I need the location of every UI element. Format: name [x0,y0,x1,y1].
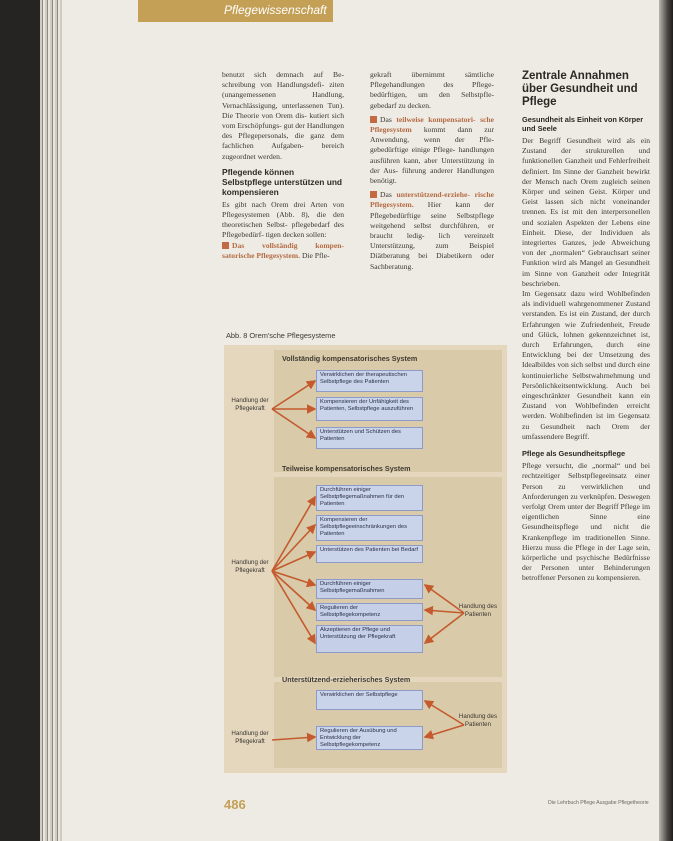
text-column-3 [522,70,650,788]
panel3-title: Unterstützend-erzieherisches System [282,675,411,684]
bullet3-rest: Hier kann der Pflegebedürftige seine Selbstpflege weitgehend selbst durchführen, er braucht ledig- lich vereinzelt Unterstützung, zum Beispiel Diätberatung bei Diabetikern oder Sachberatung. [370,200,495,271]
column2-bullet2 [370,115,494,186]
column3-paragraph2: Im Gegensatz dazu wird Wohlbefinden als individuell wahrgenommener Zustand verstanden. Es ist ein Zustand, der durch Erfahrungen wie Zufriedenheit, Freude und Glück, lohnen gekennzeichnet ist, durch Erfahrungen, durch eine Entwicklung bei der Umsetzung des Idealbildes von sich selbst und durch eine kontinuierliche Selbstwahrnehmung und Persönlichkeitsentwicklung. Auch bei eingeschränkter Gesundheit kann ein Zustand von Wohlbefinden erreicht werden. Wohlbefinden ist im Gegensatz zu Gesundheit nach Orem der umfassendere Begriff. [522,289,650,441]
figure-caption: Abb. 8 Orem'sche Pflegesysteme [226,331,336,340]
panel2-nurse-box-1: Durchführen einiger Selbstpflegemaßnahmen für den Patienten [316,485,423,511]
text-column-2 [370,70,494,272]
bullet2-rest: kommt dann zur Anwendung, wenn der Pfle- gebedürftige einige Pflege- handlungen ausführen kann, aber Unterstützung in der Aus- führung anderer Handlungen benötigt. [370,125,494,186]
column2-bullet3 [370,190,494,272]
column1-paragraph2: Es gibt nach Orem drei Arten von Pflegesystemen (Abb. 8), die den theoretischen Selbst- pflegebedarf des Pflegebedürf- tigen decken sollen: [222,199,344,240]
panel3-actor-label: Handlung der Pflegekraft [231,730,269,745]
arrow-p1-3 [272,409,315,438]
panel3-patient-label: Handlung des Patienten [458,713,498,728]
bullet-square-icon [370,116,377,123]
column1-paragraph1: benutzt sich demnach auf Be- schreibung von Handlungsdefi- ziten (unangemessenen Handlung, Vernachlässigung, unterlassenen Tun). Die Theorie von Orem dis- kutiert sich vom Erschöpfungs- gut der Handlungen des Pflegepersonals, die ganz dem fachlichen Aufgaben- bereich zugeordnet werden. [222,70,344,161]
panel1-box-1: Verwirklichen der therapeutischen Selbstpflege des Patienten [316,370,423,392]
panel1-actor-label: Handlung der Pflegekraft [231,397,269,412]
panel1-box-2: Kompensieren der Unfähigkeit des Patienten, Selbstpflege auszuführen [316,397,423,421]
column3-subheading2: Pflege als Gesundheitspflege [522,449,626,459]
arrow-p3-1 [272,737,315,740]
page-number: 486 [224,797,246,812]
column2-paragraph1: gekraft übernimmt sämtliche Pflegehandlungen des Pflege- bedürftigen, um den Selbstpfle- gebedarf zu decken. [370,70,494,110]
panel2-patient-box-2: Regulieren der Selbstpflegekompetenz [316,603,423,621]
panel2-patient-box-1: Durchführen einiger Selbstpflegemaßnahmen [316,579,423,599]
arrow-p2-6 [272,571,315,643]
running-footer: Die Lehrbuch Pflege Ausgabe Pflegetheorie [548,800,649,806]
orem-diagram [224,345,507,773]
bullet1-highlight: Das vollständig kompen- satorische Pflegesystem. [222,240,344,260]
bullet-square-icon [222,242,229,249]
bullet2-prefix: Das [380,114,392,124]
panel2-patient-box-3: Akzeptieren der Pflege und Unterstützung der Pflegekraft [316,625,423,653]
arrow-p2-3 [272,552,315,571]
section-header [138,0,333,22]
section-title: Pflegewissenschaft [224,3,327,17]
panel2-nurse-box-3: Unterstützen des Patienten bei Bedarf [316,545,423,563]
panel2-nurse-box-2: Kompensieren der Selbstpflegeeinschränkungen des Patienten [316,515,423,541]
bullet3-prefix: Das [380,190,392,200]
column3-paragraph1: Der Begriff Gesundheit wird als ein Zustand der strukturellen und funktionellen Ganzheit und Fehlerfreiheit definiert. Im Sinne der Ganzheit bewirkt der Mensch nach Orem zugleich seinen Körper und seinen Geist. Körper und Geist lassen sich nicht voneinander trennen. Es ist mit den interpersonellen und sozialen Aspekten der Lebens eine Einheit. Diese, der Individuen als integriertes Ganzes, jede Abweichung von der „normalen“ Gebrauchsart seiner Funktion wird als Mangel an Gesundheit im Sinne von Ganzheit oder Integrität beschrieben. [522,136,650,288]
bullet1-rest: Die Pfle- [301,250,330,260]
page-stack-edges [40,0,62,841]
bullet3-highlight: unterstützend-erziehe- rische Pflegesystem. [370,190,494,210]
arrow-p2-2 [272,525,315,571]
column3-paragraph3: Pflege versucht, die „normal“ und bei rechtzeitiger Selbstpflegeeinsatz einer Person zu verwirklichen und Anforderungen zu verknüpfen. Deswegen verfolgt Orem unter der Begriff Pflege im eigentlichen Sinne eine Gesundheitspflege und nicht die Krankenpflege im traditionellen Sinne. Hierzu muss die Pflege in der Lage sein, körperliche und psychische Bedürfnisse der Personen unter Behinderungen betroffener Personen zu kompensieren. [522,461,650,583]
panel1-title: Vollständig kompensatorisches System [282,354,418,363]
bullet-square-icon [370,191,377,198]
bullet2-highlight: teilweise kompensatori- sche Pflegesystem [370,114,495,135]
panel3-box-1: Verwirklichen der Selbstpflege [316,690,423,710]
column1-heading: Pflegende können Selbstpflege unterstützen und kompensieren [222,166,343,197]
column1-bullet1 [222,241,344,261]
panel2-patient-label: Handlung des Patienten [458,603,498,618]
panel2-actor-label: Handlung der Pflegekraft [231,559,269,574]
text-column-1 [222,70,344,261]
arrow-p2-5 [272,571,315,610]
arrow-p1-1 [272,381,315,409]
panel2-title: Teilweise kompensatorisches System [282,464,411,473]
column3-subheading1: Gesundheit als Einheit von Körper und Seele [522,115,644,133]
panel1-box-3: Unterstützen und Schützen des Patienten [316,427,423,449]
arrow-p2-1 [272,497,315,571]
panel3-box-2: Regulieren der Ausübung und Entwicklung der Selbstpflegekompetenz [316,726,423,750]
column3-heading: Zentrale Annahmen über Gesundheit und Pflege [522,70,638,108]
book-spine [659,0,673,841]
